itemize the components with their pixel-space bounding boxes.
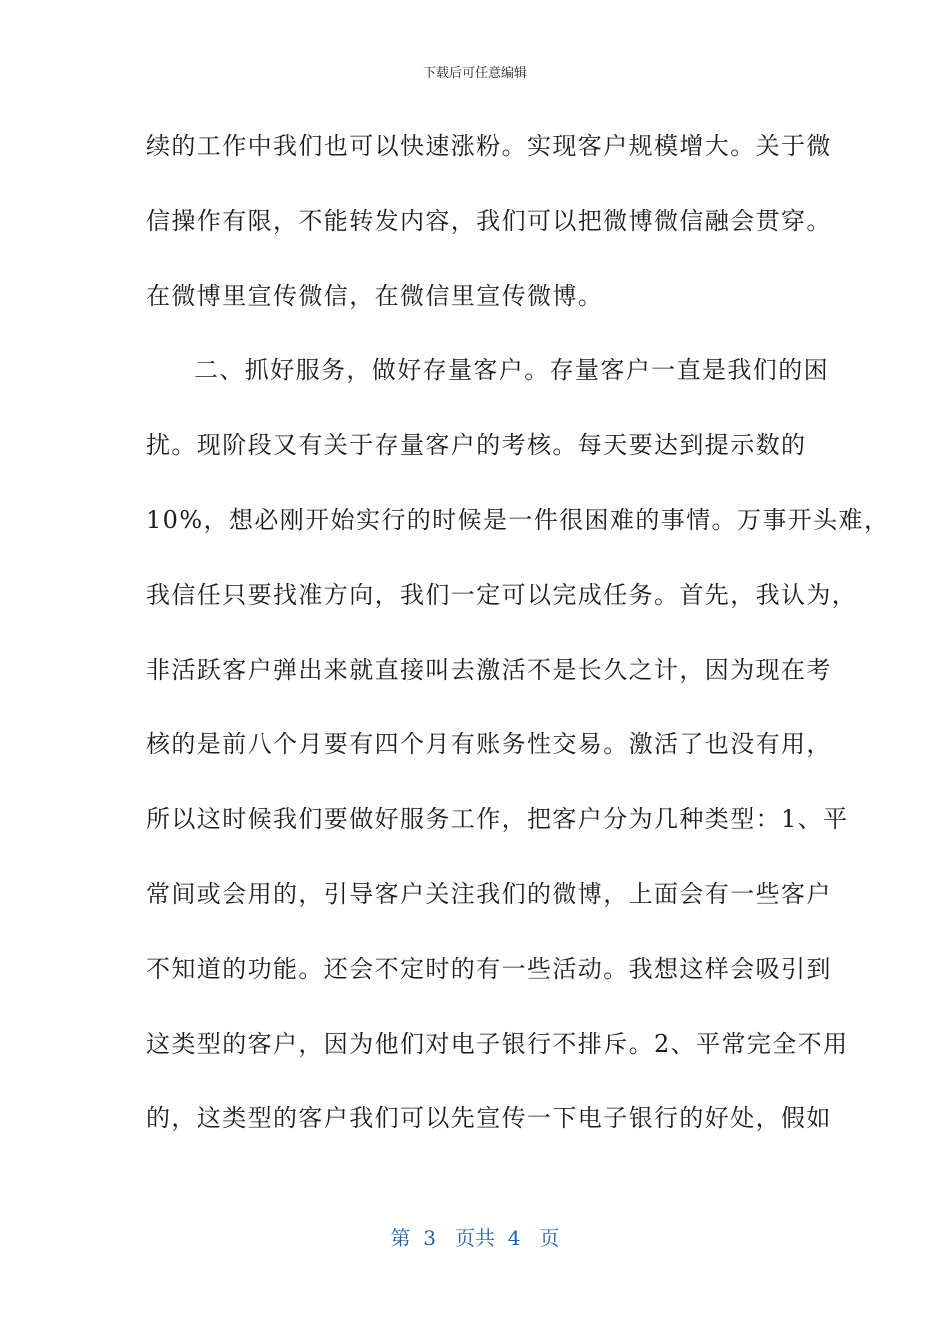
paragraph-line: 所以这时候我们要做好服务工作，把客户分为几种类型：1、平 xyxy=(146,805,849,834)
paragraph-line: 非活跃客户弹出来就直接叫去激活不是长久之计，因为现在考 xyxy=(146,655,832,684)
paragraph-line: 的，这类型的客户我们可以先宣传一下电子银行的好处，假如 xyxy=(146,1104,832,1133)
paragraph-line: 核的是前八个月要有四个月有账务性交易。激活了也没有用， xyxy=(146,730,832,759)
paragraph-line: 这类型的客户，因为他们对电子银行不排斥。2、平常完全不用 xyxy=(146,1029,849,1058)
footer-page-number: 3 xyxy=(423,1226,436,1250)
page-header: 下载后可任意编辑 xyxy=(422,66,527,81)
paragraph-line: 我信任只要找准方向，我们一定可以完成任务。首先，我认为， xyxy=(146,580,858,609)
paragraph-line: 不知道的功能。还会不定时的有一些活动。我想这样会吸引到 xyxy=(146,954,832,983)
paragraph-line: 常间或会用的，引导客户关注我们的微博，上面会有一些客户 xyxy=(146,879,832,908)
page-footer xyxy=(0,1224,950,1252)
paragraph-line: 扰。现阶段又有关于存量客户的考核。每天要达到提示数的 xyxy=(146,431,807,460)
paragraph-line: 续的工作中我们也可以快速涨粉。实现客户规模增大。关于微 xyxy=(146,132,832,160)
footer-middle: 页共 xyxy=(455,1226,495,1250)
paragraph-line: 在微博里宣传微信，在微信里宣传微博。 xyxy=(146,281,604,310)
footer-prefix: 第 xyxy=(390,1226,411,1250)
paragraph-line-indented: 二、抓好服务，做好存量客户。存量客户一直是我们的困 xyxy=(194,356,829,385)
paragraph-line: 信操作有限，不能转发内容，我们可以把微博微信融会贯穿。 xyxy=(146,206,832,235)
footer-suffix: 页 xyxy=(539,1226,560,1250)
paragraph-line: 10%，想必刚开始实行的时候是一件很困难的事情。万事开头难， xyxy=(146,505,890,534)
document-body xyxy=(146,126,890,1173)
footer-total-pages: 4 xyxy=(507,1226,521,1250)
